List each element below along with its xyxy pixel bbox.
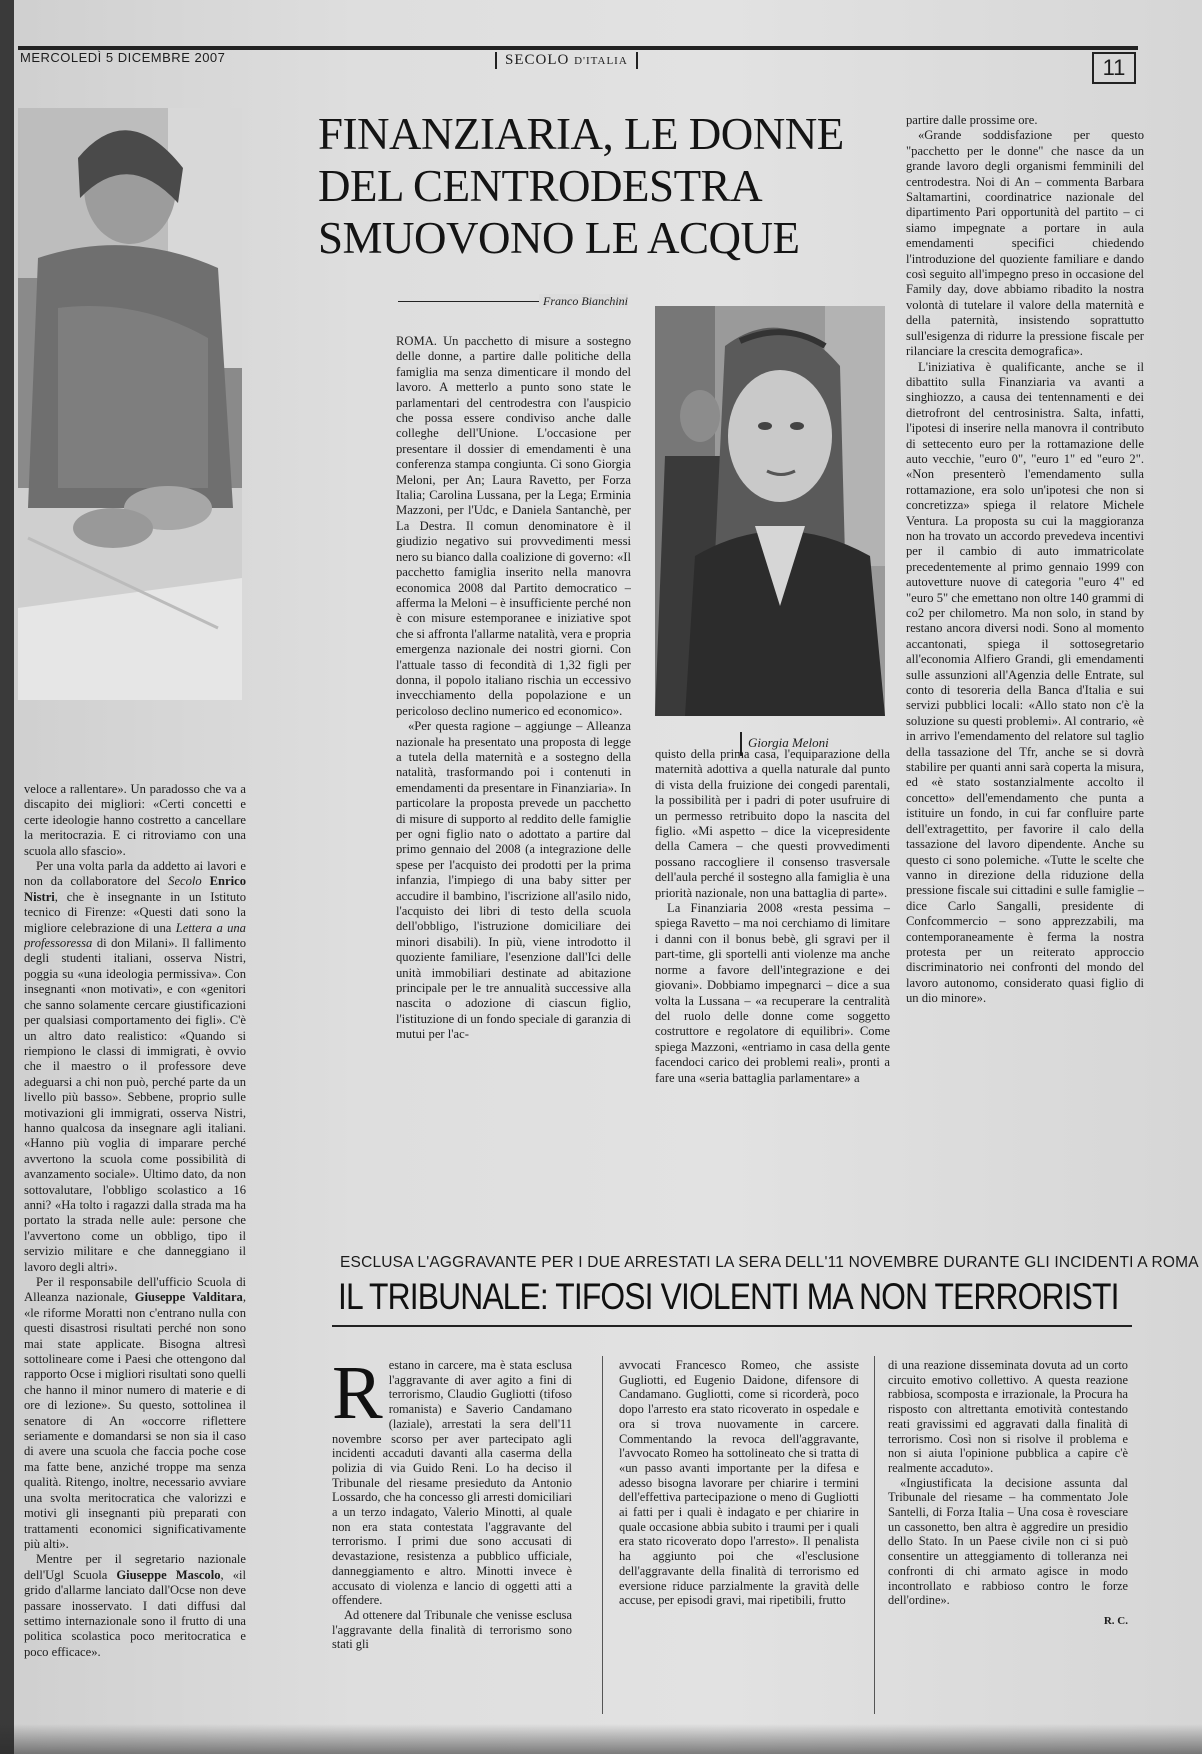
masthead-newspaper [495, 52, 638, 69]
paragraph: «Grande soddisfazione per questo "pacchetto per le donne" che nasce da un grande lavoro degli organismi femminili del centrodestra. Noi di An – commenta Barbara Saltamartini, coordinatrice nazionale del dipartimento Pari opportunità del partito – ci siamo impegnate a portare in aula emendamenti specifici chiedendo l'introduzione del quoziente familiare e dando così seguito all'impegno preso in occasione del Family day, dove abbiamo ribadito la nostra volontà di tutelare il valore della maternità e della paternità, insistendo soprattutto sull'esigenza di ridurre la pressione fiscale per rilanciare la crescita demografica». [906, 128, 1144, 359]
dateline-city: ROMA. [396, 334, 437, 348]
text-run: Per una volta parla da addetto ai lavori e non da collaboratore del [24, 859, 246, 889]
paragraph: partire dalle prossime ore. [906, 113, 1038, 127]
photo-caption: Giorgia Meloni [740, 732, 829, 756]
paragraph [24, 1552, 246, 1660]
main-headline: FINANZIARIA, LE DONNE DEL CENTRODESTRA SMUOVONO LE ACQUE [318, 109, 844, 263]
column-divider [602, 1356, 603, 1714]
paragraph: quisto della prima casa, l'equiparazione della maternità adottiva a quella naturale dal punto di vista della fruizione dei congedi parentali, la possibilità per i padri di poter usufruire di un permesso retribuito dopo la nascita del figlio. «Mi aspetto – dice la vicepresidente della Camera – che questi provvedimenti possano raccogliere il consenso trasversale dell'aula perché il sostegno alla famiglia è una priorità nazionale, non una battaglia di parte». [655, 747, 890, 900]
text-run: , «il grido d'allarme lanciato dall'Ocse non deve passare inosservato. I dati diffusi dal settimo internazionale sono il frutto di una politica scolastica poco meritocratica e poco efficace». [24, 1567, 246, 1659]
author-signature: R. C. [1103, 1614, 1128, 1627]
paragraph: «Per questa ragione – aggiunge – Alleanza nazionale ha presentato una proposta di legge a tutela della maternità e a sostegno della natalità, trasformando poi i contenuti in emendamenti da presentare in Finanziaria». In particolare la proposta prevede un pacchetto di misure di supporto al reddito delle famiglie per ogni figlio nato o adottato a partire dal primo gennaio del 2008 (a integrazione delle spese per l'acquisto dei prodotti per la prima infanzia, l'impiego di una baby sitter per accudire il bambino, l'iscrizione all'asilo nido, l'acquisto dei libri di testo della scuola dell'obbligo, l'istruzione domiciliare dei minori disabili). In più, viene introdotto il quoziente familiare, l'esenzione dall'Ici delle unità immobiliari destinate ad abitazione principale per le tre annualità successive alla nascita o adozione di ciascun figlio, l'istituzione di un fondo speciale di garanzia di mutui per l'ac- [396, 719, 631, 1042]
byline [398, 294, 628, 317]
book-title: Lettera a una professoressa [24, 920, 246, 951]
photo-student [18, 108, 242, 700]
text-run: Mentre per il segretario nazionale dell'Ugl Scuola [24, 1552, 246, 1582]
paragraph: «Ingiustificata la decisione assunta dal Tribunale del riesame – ha commentato Jole Santelli, di Forza Italia – Una cosa è rovesciare un cassonetto, ben altra è aggredire un presidio dello Stato. In un Paese civile non ci si può consentire un atteggiamento di tolleranza nei confronti di chi armato agisce in modo incontrollato e rabbioso contro le forze dell'ordine». [888, 1475, 1128, 1608]
paragraph: di una reazione disseminata dovuta ad un corto circuito emotivo collettivo. A questa reazione rabbiosa, scomposta e irrazionale, la Procura ha risposto con altrettanta emotività contestando reati gravissimi ed aggravati dalla finalità di terrorismo. Così non si risolve il problema e non si aiuta l'opinione pubblica a capire c'è realmente accaduto». [888, 1358, 1128, 1475]
byline-author: Franco Bianchini [539, 294, 628, 308]
left-article-column [24, 782, 246, 1737]
paragraph-text: Un pacchetto di misure a sostegno delle donne, a partire dalle politiche della famiglia ma senza dimenticare il mondo del lavoro. A metterlo a punto sono state le parlamentari del centrodestra con l'auspicio che possa essere condiviso anche dalle colleghe dell'Unione. L'occasione per presentare il dossier di emendamenti è una conferenza stampa congiunta. Ci sono Giorgia Meloni, per An; Laura Ravetto, per Forza Italia; Carolina Lussana, per la Lega; Erminia Mazzoni, per l'Udc, e Daniela Santanchè, per La Destra. Il comun denominatore è il giudizio negativo sui provvedimenti messi nero su bianco dalla coalizione di governo: «Il pacchetto famiglia inserito nella manovra economica 2008 dal Partito democratico – afferma la Meloni – è insufficiente perché non è con misure estemporanee e iniziative spot che si affronta l'allarme natalità, vera e propria emergenza nazionale dei nostri giorni. Con l'attuale tasso di fecondità di 1,32 figli per donna, il popolo italiano rischia un eccessivo invecchiamento della popolazione e un pericoloso declino numerico ed economico». [396, 334, 631, 718]
text-run: di don Milani». Il fallimento degli studenti italiani, osserva Nistri, poggia su «una ideologia permissiva». Con insegnanti «non motivati», e con «genitori che sanno solamente cercare giustificazioni per qualsiasi comportamento dei figli». C'è un altro dato realistico: «Quando si riempiono le classi di immigrati, è ovvio che il maestro o il professore deve adeguarsi a chi non può, perché parte da un livello più basso». Sebbene, proprio sulle motivazioni gli immigrati, osserva Nistri, hanno qualcosa da insegnare agli italiani. «Hanno più voglia di imparare perché avvertono la scuola come possibilità di avanzamento sociale». Ultimo dato, da non sottovalutare, l'obbligo scolastico a 16 anni? «Ha tolto i ragazzi dalla strada ma ha portato la strada nelle aule: persone che l'avvertono come un obbligo, tipo il servizio militare e che danneggiano il lavoro degli altri». [24, 936, 246, 1274]
paragraph: La Finanziaria 2008 «resta pessima – spiega Ravetto – ma noi cerchiamo di limitare i danni con il bonus bebè, gli sgravi per il part-time, gli sportelli anti violenze ma anche norme a favore dell'integrazione e dei giovani». Dobbiamo impegnarci – dice a sua volta la Lussana – «a recuperare la centralità del ruolo delle donne come soggetto costruttore e regolatore di equilibri». Come spiega Mazzoni, «entriamo in casa della gente facendoci carico dei problemi reali», pronti a fare una «seria battaglia parlamentare» a [655, 901, 890, 1085]
paragraph [332, 1358, 572, 1608]
text-run: Per il responsabile dell'ufficio Scuola di Alleanza nazionale, [24, 1275, 246, 1305]
person-name: Giuseppe Valditara [134, 1290, 243, 1305]
newspaper-name: SECOLO [505, 52, 570, 68]
masthead-date: MERCOLEDÌ 5 DICEMBRE 2007 [20, 50, 226, 65]
newspaper-reference: Secolo [168, 874, 202, 889]
newspaper-name-suffix: D'ITALIA [574, 55, 628, 67]
paragraph: veloce a rallentare». Un paradosso che va a discapito dei migliori: «Certi concetti e certe ideologie hanno costretto a cancellare la meritocrazia. E ci ritroviamo con una scuola allo sfascio». [24, 782, 246, 858]
page-shadow [0, 1724, 1202, 1754]
paragraph: avvocati Francesco Romeo, che assiste Gugliotti, ed Eugenio Daidone, difensore di Candamano. Gugliotti, come si ricorderà, poco dopo l'arresto era stato ricoverato in ospedale e ora si trova nuovamente in carcere. Commentando la revoca dell'aggravante, l'avvocato Romeo ha sottolineato che si tratta di «un passo avanti importante per la difesa e adesso bisogna lavorare per chiarire i termini dell'effettiva partecipazione o meno di Gugliotti ai fatti per i quali è indagato e per chiarire in quale occasione abbia subito i traumi per i quali era stato ricoverato dopo l'arresto». Il penalista ha aggiunto poi che «l'esclusione dell'aggravante della finalità di terrorismo ed eversione riduce parzialmente la gravità delle accuse, per episodi gravi, mai ripetibili, frutto [619, 1358, 859, 1608]
bottom-article-column-1 [332, 1358, 572, 1718]
paragraph-text: estano in carcere, ma è stata esclusa l'aggravante di aver agito a fini di terrorismo, Claudio Gugliotti (tifoso romanista) e Saverio Candamano (laziale), arrestati la sera dell'11 novembre scorso per aver partecipato agli incidenti accaduti davanti alla caserma della polizia di via Guido Reni. Lo ha deciso il Tribunale del riesame presieduto da Antonio Lossardo, che ha concesso gli arresti domiciliari a un terzo indagato, Valerio Minotti, al quale non era stata contestata l'aggravante del terrorismo. I primi due sono accusati di devastazione, resistenza a pubblico ufficiale, danneggiamento e altro. Minotti invece è accusato di violenza e lancio di oggetti atti a offendere. [332, 1358, 572, 1608]
bottom-article-column-2 [619, 1358, 859, 1718]
person-name: Enrico Nistri [24, 874, 246, 904]
paragraph [24, 1275, 246, 1552]
photo-giorgia-meloni [655, 306, 885, 716]
column-divider [874, 1356, 875, 1714]
text-run: , che è insegnante in un Istituto tecnico di Firenze: «Questi dati sono la migliore celebrazione di una [24, 889, 246, 935]
paragraph [24, 859, 246, 1275]
text-run: , «le riforme Moratti non c'entrano nulla con questi disastrosi risultati perché non sono mai state applicate. Bisogna altresì sottolineare come i Paesi che ottengono dal rapporto Ocse i migliori risultati sono quelli che hanno il minor numero di materie e di ore di lezione». Su questo, sottolinea il senatore di An «occorre riflettere seriamente e domandarsi se non sia il caso di avere una scuola che faccia poche cose ma fatte bene, anziché troppe ma senza qualità. Ritengo, inoltre, necessario avviare una svolta meritocratica che valorizzi e motivi gli insegnanti più preparati con trattamenti economici significativamente più alti». [24, 1290, 246, 1551]
page-number: 11 [1092, 52, 1136, 84]
drop-cap: R [332, 1358, 383, 1435]
paragraph: L'iniziativa è qualificante, anche se il dibattito sulla Finanziaria va avanti a singhiozzo, a causa dei tentennamenti e dei dietrofront del centrosinistra. Salta, infatti, l'ipotesi di inserire nella manovra il contributo di settecento euro per la rottamazione delle auto vecchie, "euro 0", "euro 1" ed "euro 2". «Non presenterò l'emendamento sulla rottamazione, era solo un'ipotesi che non si concretizza» spiega il relatore Michele Ventura. La proposta su cui la maggioranza non ha trovato un accordo prevedeva incentivi per il cambio di auto immatricolate precedentemente al primo gennaio 1999 con autovetture nuove di categoria "euro 4" ed "euro 5" che emettano non oltre 140 grammi di co2 per chilometro. Ma non solo, in stand by restano ancora diversi nodi. Sono al momento accantonati, spiega il sottosegretario all'economia Alfiero Grandi, gli emendamenti sulle assunzioni all'Agenzia delle Entrate, sul conto di tesoreria della Banca d'Italia e sui servizi pubblici locali: «Allo stato non c'è la soluzione su questi problemi». Al contrario, «è in arrivo l'emendamento del relatore sul taglio della tassazione del Tfr, anche se si dovrà stabilire per quanti anni sarà coperta la misura, ed «è stato sostanzialmente accolto il concetto» dell'emendamento che punta a istituire un fondo, in cui far confluire parte dell'extragettito, per favorire il calo della tassazione del lavoro dipendente. Anche su questo ci sono polemiche. «Tutte le scelte che vanno in direzione della riduzione della pressione fiscale sui cittadini e sulle famiglie – dice Carlo Sangalli, presidente di Confcommercio – sono apprezzabili, ma contemporaneamente è ferma la nostra protesta per un reiterato approccio discriminatorio nei confronti del mondo del lavoro autonomo, considerato quasi figlio di un dio minore». [906, 359, 1144, 1006]
bottom-article-column-3 [888, 1358, 1128, 1718]
bottom-headline-rule [332, 1325, 1132, 1327]
bottom-headline: IL TRIBUNALE: TIFOSI VIOLENTI MA NON TERRORISTI [338, 1276, 1119, 1317]
paragraph [396, 334, 631, 719]
page-spine [0, 0, 14, 1754]
paragraph: Ad ottenere dal Tribunale che venisse esclusa l'aggravante della finalità di terrorismo sono stati gli [332, 1607, 572, 1652]
bottom-kicker: ESCLUSA L'AGGRAVANTE PER I DUE ARRESTATI LA SERA DELL'11 NOVEMBRE DURANTE GLI INCIDENTI A ROMA [340, 1254, 1199, 1271]
bottom-article [332, 1254, 1199, 1724]
person-name: Giuseppe Mascolo [116, 1567, 221, 1582]
